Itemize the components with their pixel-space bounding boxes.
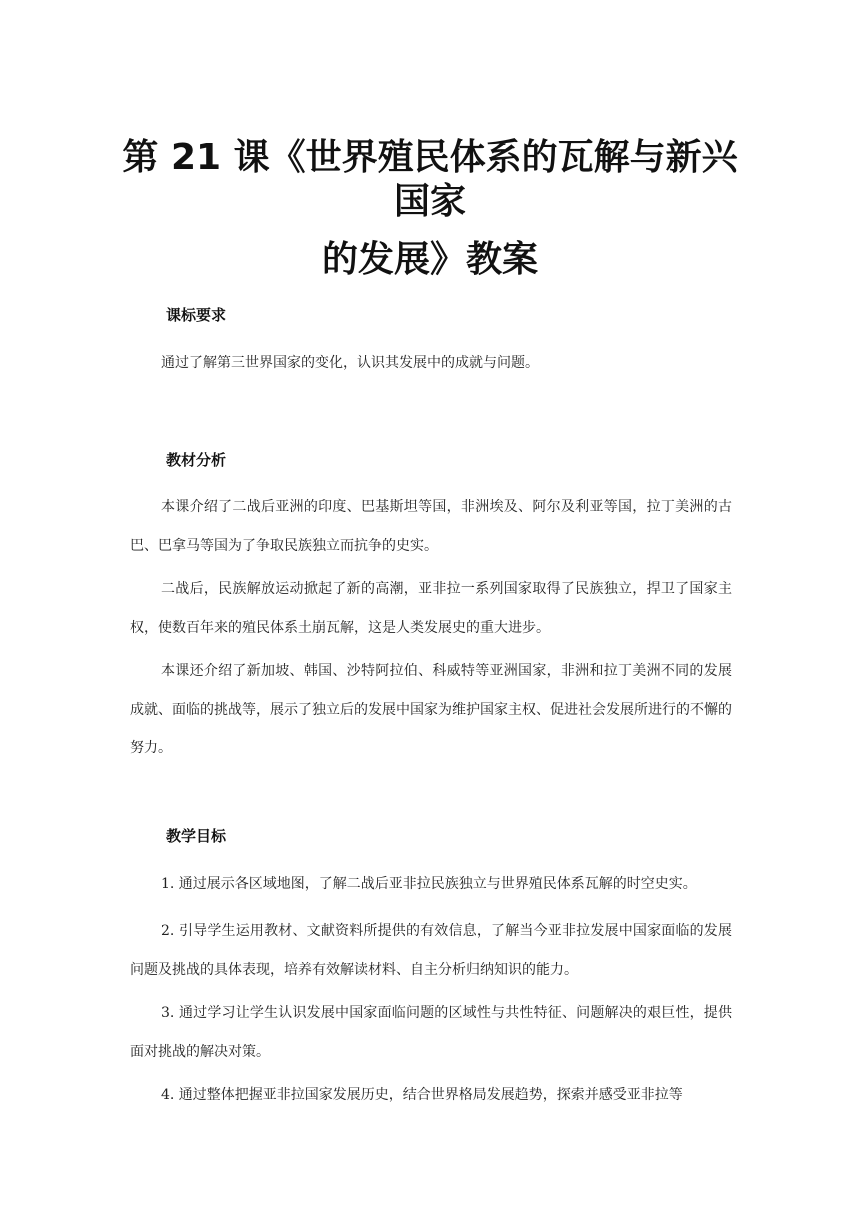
section-heading-curriculum-requirements: 课标要求 [166, 306, 227, 324]
document-title-line-1: 第 21 课《世界殖民体系的瓦解与新兴 [122, 137, 738, 178]
paragraph: 二战后，民族解放运动掀起了新的高潮，亚非拉一系列国家取得了民族独立，捍卫了国家主权，使数百年来的殖民体系土崩瓦解，这是人类发展史的重大进步。 [130, 581, 732, 636]
paragraph: 通过了解第三世界国家的变化，认识其发展中的成就与问题。 [161, 355, 539, 371]
list-item: 4. 通过整体把握亚非拉国家发展历史，结合世界格局发展趋势，探索并感受亚非拉等 [161, 1087, 683, 1103]
paragraph: 本课还介绍了新加坡、韩国、沙特阿拉伯、科威特等亚洲国家，非洲和拉丁美洲不同的发展成就、面临的挑战等，展示了独立后的发展中国家为维护国家主权、促进社会发展所进行的不懈的努力。 [130, 663, 732, 756]
document-title-line-3: 的发展》教案 [321, 239, 538, 280]
paragraph: 本课介绍了二战后亚洲的印度、巴基斯坦等国，非洲埃及、阿尔及利亚等国，拉丁美洲的古巴、巴拿马等国为了争取民族独立而抗争的史实。 [130, 499, 732, 554]
list-item: 1. 通过展示各区域地图，了解二战后亚非拉民族独立与世界殖民体系瓦解的时空史实。 [161, 876, 697, 892]
section-heading-teaching-objectives: 教学目标 [166, 827, 227, 845]
list-item: 3. 通过学习让学生认识发展中国家面临问题的区域性与共性特征、问题解决的艰巨性，提供面对挑战的解决对策。 [130, 1005, 732, 1060]
list-item: 2. 引导学生运用教材、文献资料所提供的有效信息，了解当今亚非拉发展中国家面临的发展问题及挑战的具体表现，培养有效解读材料、自主分析归纳知识的能力。 [130, 923, 732, 978]
section-heading-textbook-analysis: 教材分析 [166, 451, 227, 469]
document-title-line-2: 国家 [393, 181, 466, 222]
